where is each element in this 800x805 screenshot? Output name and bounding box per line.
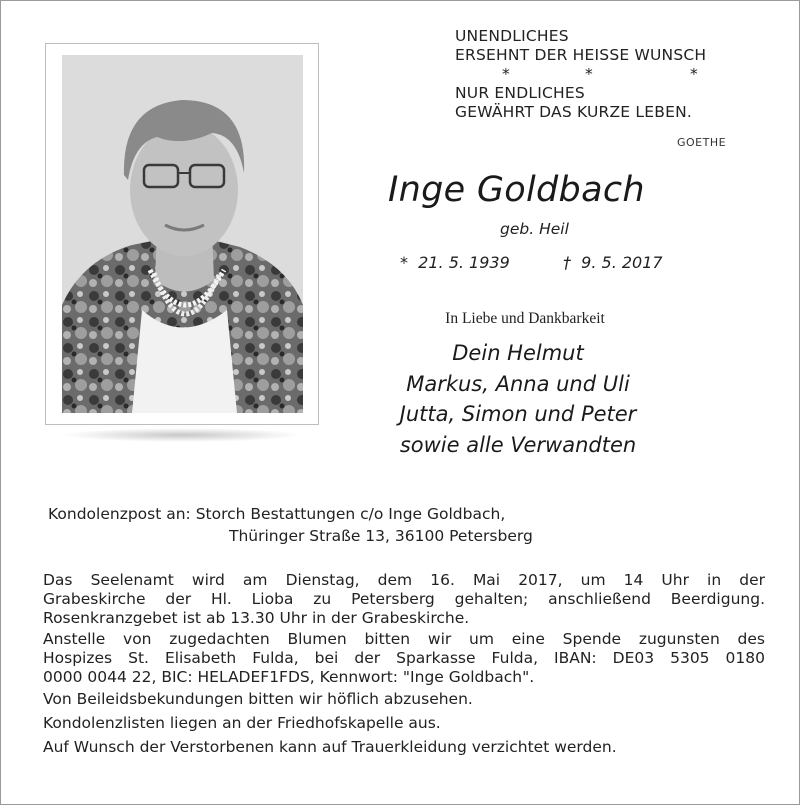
goethe-poem [455, 27, 755, 122]
condolence-line: Kondolenzpost an: Storch Bestattungen c/o Inge Goldbach, [48, 505, 506, 523]
dedication [300, 310, 780, 328]
condolences-request: Von Beileidsbekundungen bitten wir höflich abzusehen. [43, 690, 473, 708]
birth-symbol: * [400, 253, 408, 272]
mourner-line: Jutta, Simon und Peter [399, 402, 637, 426]
maiden-name: geb. Heil [500, 220, 569, 238]
mourner-line: Markus, Anna und Uli [406, 371, 630, 396]
poem-stars [455, 65, 755, 84]
poem-star: * [585, 65, 593, 83]
poem-author: GOETHE [677, 136, 727, 149]
poem-line: GEWÄHRT DAS KURZE LEBEN. [455, 103, 692, 121]
mourners-list [300, 338, 780, 460]
death-date-value: 9. 5. 2017 [581, 253, 663, 272]
poem-star: * [502, 65, 510, 83]
death-date [563, 253, 663, 272]
notice-line: 0000 0044 22, BIC: HELADEF1FDS, Kennwort: "Inge Goldbach". [43, 668, 535, 686]
birth-date-value: 21. 5. 1939 [418, 253, 510, 272]
notice-line: Rosenkranzgebet ist ab 13.30 Uhr in der Grabeskirche. [43, 609, 470, 627]
poem-line: UNENDLICHES [455, 27, 569, 45]
notices [43, 571, 765, 762]
poem-line: NUR ENDLICHES [455, 84, 585, 102]
poem-line: ERSEHNT DER HEISSE WUNSCH [455, 46, 707, 64]
portrait-photo [62, 55, 303, 413]
portrait-shadow [62, 428, 302, 442]
portrait-illustration [62, 55, 303, 413]
dedication-text: In Liebe und Dankbarkeit [445, 310, 605, 327]
condolence-lists-notice: Kondolenzlisten liegen an der Friedhofskapelle aus. [43, 714, 441, 732]
service-notice [43, 571, 765, 628]
notice-line: Das Seelenamt wird am Dienstag, dem 16. Mai 2017, um 14 Uhr in der [43, 571, 765, 589]
mourner-line: Dein Helmut [452, 341, 584, 365]
condolence-address [48, 503, 533, 547]
birth-date [400, 253, 510, 272]
mourner-line: sowie alle Verwandten [399, 432, 637, 457]
notice-line: Anstelle von zugedachten Blumen bitten wir um eine Spende zugunsten des [43, 630, 765, 648]
dress-notice: Auf Wunsch der Verstorbenen kann auf Trauerkleidung verzichtet werden. [43, 738, 617, 756]
notice-line: Hospizes St. Elisabeth Fulda, bei der Sparkasse Fulda, IBAN: DE03 5305 0180 [43, 649, 765, 667]
poem-star: * [690, 65, 698, 83]
death-symbol: † [563, 253, 571, 272]
deceased-name: Inge Goldbach [388, 170, 645, 210]
donation-notice [43, 630, 765, 687]
notice-line: Grabeskirche der Hl. Lioba zu Petersberg gehalten; anschließend Beerdigung. [43, 590, 765, 608]
condolence-line: Thüringer Straße 13, 36100 Petersberg [229, 527, 533, 545]
